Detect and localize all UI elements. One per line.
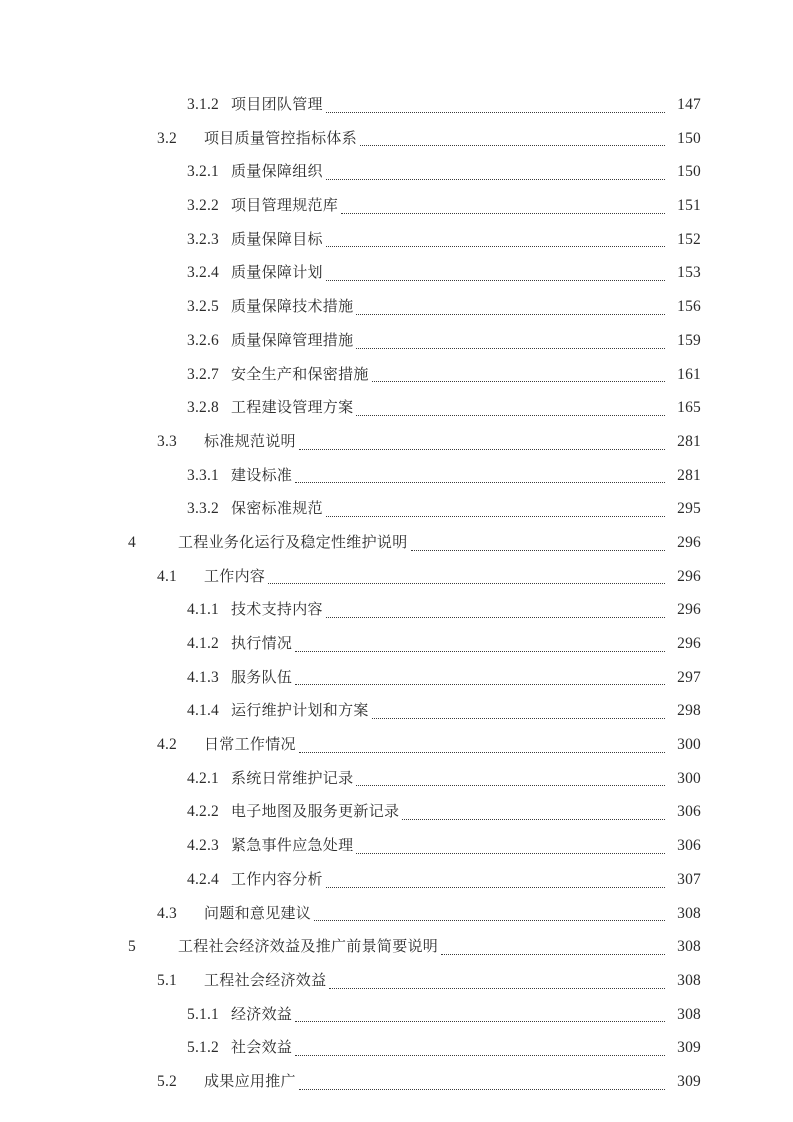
toc-entry-page-number: 147	[677, 96, 701, 113]
toc-entry-page-number: 300	[677, 736, 701, 754]
toc-leader-dots	[314, 920, 665, 921]
toc-entry-page-number: 308	[677, 938, 701, 956]
toc-entry-number: 5.1	[157, 971, 177, 989]
toc-leader-dots	[326, 179, 665, 180]
toc-entry-page-number: 281	[677, 432, 701, 450]
toc-entry-page-number: 151	[677, 197, 701, 215]
toc-entry-number: 4.1.2	[187, 635, 219, 652]
toc-leader-dots	[356, 415, 665, 416]
toc-entry[interactable]	[0, 1065, 793, 1099]
toc-entry-number: 4	[128, 533, 136, 551]
toc-entry[interactable]	[0, 425, 793, 459]
toc-leader-dots	[329, 988, 665, 989]
toc-entry-title: 问题和意见建议	[204, 903, 312, 922]
toc-entry-number: 3.2.6	[187, 331, 219, 349]
toc-leader-dots	[372, 381, 665, 382]
toc-leader-dots	[295, 651, 665, 652]
toc-entry-number: 3.2.3	[187, 230, 219, 248]
toc-entry-number: 4.3	[157, 904, 177, 922]
toc-entry[interactable]	[0, 795, 793, 829]
toc-leader-dots	[326, 280, 665, 281]
toc-entry-page-number: 161	[677, 365, 701, 383]
toc-entry-title: 项目管理规范库	[231, 196, 339, 215]
toc-leader-dots	[411, 550, 665, 551]
toc-entry[interactable]	[0, 930, 793, 964]
toc-leader-dots	[372, 718, 665, 719]
toc-entry-number: 4.2.2	[187, 803, 219, 821]
toc-entry-number: 3.2.4	[187, 264, 219, 282]
toc-entry-title: 运行维护计划和方案	[231, 701, 369, 720]
toc-leader-dots	[295, 1021, 665, 1022]
toc-entry-title: 日常工作情况	[204, 735, 296, 754]
toc-entry-page-number: 306	[677, 837, 701, 855]
toc-leader-dots	[402, 819, 665, 820]
toc-entry[interactable]	[0, 661, 793, 695]
toc-entry-number: 3.3.2	[187, 500, 219, 518]
toc-entry-page-number: 308	[677, 1005, 701, 1023]
toc-entry-title: 工程社会经济效益	[204, 970, 327, 989]
toc-entry-number: 5.1.2	[187, 1039, 219, 1057]
toc-entry-title: 成果应用推广	[204, 1071, 296, 1090]
toc-entry-number: 4.1.1	[187, 601, 219, 619]
toc-entry-page-number: 153	[677, 264, 701, 282]
toc-entry-page-number: 150	[677, 163, 701, 181]
toc-entry-number: 4.1.4	[187, 702, 219, 720]
toc-leader-dots	[326, 246, 665, 247]
toc-entry-number: 3.2	[157, 129, 177, 147]
toc-entry-page-number: 152	[677, 230, 701, 248]
toc-entry-page-number: 297	[677, 668, 701, 686]
toc-entry-page-number: 296	[677, 601, 701, 619]
toc-entry-number: 4.2	[157, 736, 177, 754]
toc-leader-dots	[441, 954, 665, 955]
toc-entry[interactable]	[0, 256, 793, 290]
toc-entry-title: 电子地图及服务更新记录	[231, 802, 400, 821]
toc-entry-page-number: 307	[677, 870, 701, 888]
toc-entry-page-number: 300	[677, 769, 701, 787]
toc-entry-number: 4.2.3	[187, 837, 219, 855]
toc-leader-dots	[326, 887, 665, 888]
toc-entry[interactable]	[0, 492, 793, 526]
toc-entry-title: 建设标准	[231, 465, 293, 484]
toc-entry-title: 紧急事件应急处理	[231, 836, 354, 855]
toc-entry-page-number: 296	[677, 567, 701, 585]
toc-entry-page-number: 159	[677, 331, 701, 349]
toc-entry-title: 项目质量管控指标体系	[204, 128, 358, 147]
toc-entry-title: 社会效益	[231, 1038, 293, 1057]
toc-entry-number: 3.2.2	[187, 197, 219, 215]
toc-leader-dots	[360, 145, 665, 146]
toc-leader-dots	[356, 785, 665, 786]
toc-entry-page-number: 156	[677, 298, 701, 316]
toc-entry-number: 5.1.1	[187, 1005, 219, 1023]
toc-entry-page-number: 308	[677, 904, 701, 922]
toc-leader-dots	[295, 1055, 665, 1056]
toc-leader-dots	[299, 449, 665, 450]
toc-entry-page-number: 165	[677, 399, 701, 417]
toc-entry-title: 工作内容	[204, 566, 266, 585]
toc-entry-title: 项目团队管理	[231, 95, 323, 113]
toc-entry-number: 5	[128, 938, 136, 956]
toc-entry-title: 系统日常维护记录	[231, 768, 354, 787]
toc-entry-title: 经济效益	[231, 1004, 293, 1023]
toc-entry-page-number: 309	[677, 1072, 701, 1090]
toc-entry-title: 质量保障组织	[231, 162, 323, 181]
toc-entry[interactable]	[0, 324, 793, 358]
toc-entry[interactable]	[0, 897, 793, 931]
toc-leader-dots	[341, 213, 665, 214]
toc-entry[interactable]	[0, 122, 793, 156]
toc-entry-title: 质量保障目标	[231, 229, 323, 248]
toc-entry-title: 工程业务化运行及稳定性维护说明	[178, 532, 408, 551]
toc-entry-page-number: 295	[677, 500, 701, 518]
toc-entry-page-number: 306	[677, 803, 701, 821]
toc-entry[interactable]	[0, 998, 793, 1032]
toc-entry-title: 质量保障管理措施	[231, 330, 354, 349]
toc-leader-dots	[356, 314, 665, 315]
toc-leader-dots	[268, 583, 665, 584]
toc-entry[interactable]	[0, 88, 793, 122]
toc-entry[interactable]	[0, 762, 793, 796]
toc-leader-dots	[326, 112, 665, 113]
toc-entry-title: 保密标准规范	[231, 499, 323, 518]
toc-entry[interactable]	[0, 728, 793, 762]
toc-leader-dots	[356, 348, 665, 349]
toc-entry[interactable]	[0, 560, 793, 594]
toc-entry[interactable]	[0, 290, 793, 324]
toc-entry[interactable]	[0, 358, 793, 392]
toc-entry-number: 4.1	[157, 567, 177, 585]
toc-entry-number: 5.2	[157, 1072, 177, 1090]
toc-entry-title: 工程建设管理方案	[231, 398, 354, 417]
toc-entry[interactable]	[0, 1031, 793, 1065]
toc-entry-page-number: 296	[677, 635, 701, 652]
toc-leader-dots	[295, 482, 665, 483]
toc-entry-number: 3.1.2	[187, 96, 219, 113]
toc-entry-title: 技术支持内容	[231, 600, 323, 619]
toc-entry-page-number: 298	[677, 702, 701, 720]
toc-entry[interactable]	[0, 189, 793, 223]
toc-entry[interactable]	[0, 526, 793, 560]
toc-entry-title: 执行情况	[231, 634, 293, 652]
toc-entry-page-number: 281	[677, 466, 701, 484]
toc-entry-number: 3.2.5	[187, 298, 219, 316]
toc-leader-dots	[326, 516, 665, 517]
toc-entry[interactable]	[0, 459, 793, 493]
toc-entry[interactable]	[0, 593, 793, 627]
toc-entry-title: 工程社会经济效益及推广前景简要说明	[178, 937, 439, 956]
toc-entry-number: 4.2.4	[187, 870, 219, 888]
table-of-contents	[0, 88, 793, 1099]
toc-entry-number: 3.3.1	[187, 466, 219, 484]
toc-leader-dots	[326, 617, 665, 618]
toc-leader-dots	[295, 684, 665, 685]
toc-entry-title: 质量保障技术措施	[231, 297, 354, 316]
toc-entry-number: 3.2.1	[187, 163, 219, 181]
toc-entry-number: 3.2.8	[187, 399, 219, 417]
toc-entry[interactable]	[0, 223, 793, 257]
toc-entry-number: 3.3	[157, 432, 177, 450]
toc-leader-dots	[356, 853, 665, 854]
toc-entry[interactable]	[0, 863, 793, 897]
toc-entry-page-number: 308	[677, 971, 701, 989]
toc-entry-page-number: 309	[677, 1039, 701, 1057]
toc-entry-title: 安全生产和保密措施	[231, 364, 369, 383]
toc-entry-number: 4.2.1	[187, 769, 219, 787]
toc-entry-page-number: 150	[677, 129, 701, 147]
toc-entry-page-number: 296	[677, 533, 701, 551]
toc-entry-title: 工作内容分析	[231, 869, 323, 888]
toc-entry[interactable]	[0, 829, 793, 863]
toc-entry-number: 3.2.7	[187, 365, 219, 383]
toc-entry-number: 4.1.3	[187, 668, 219, 686]
toc-entry[interactable]	[0, 391, 793, 425]
toc-entry[interactable]	[0, 694, 793, 728]
toc-leader-dots	[299, 752, 665, 753]
toc-entry[interactable]	[0, 627, 793, 661]
toc-entry[interactable]	[0, 155, 793, 189]
toc-entry-title: 标准规范说明	[204, 431, 296, 450]
toc-entry[interactable]	[0, 964, 793, 998]
toc-leader-dots	[299, 1089, 665, 1090]
toc-entry-title: 服务队伍	[231, 667, 293, 686]
toc-entry-title: 质量保障计划	[231, 263, 323, 282]
